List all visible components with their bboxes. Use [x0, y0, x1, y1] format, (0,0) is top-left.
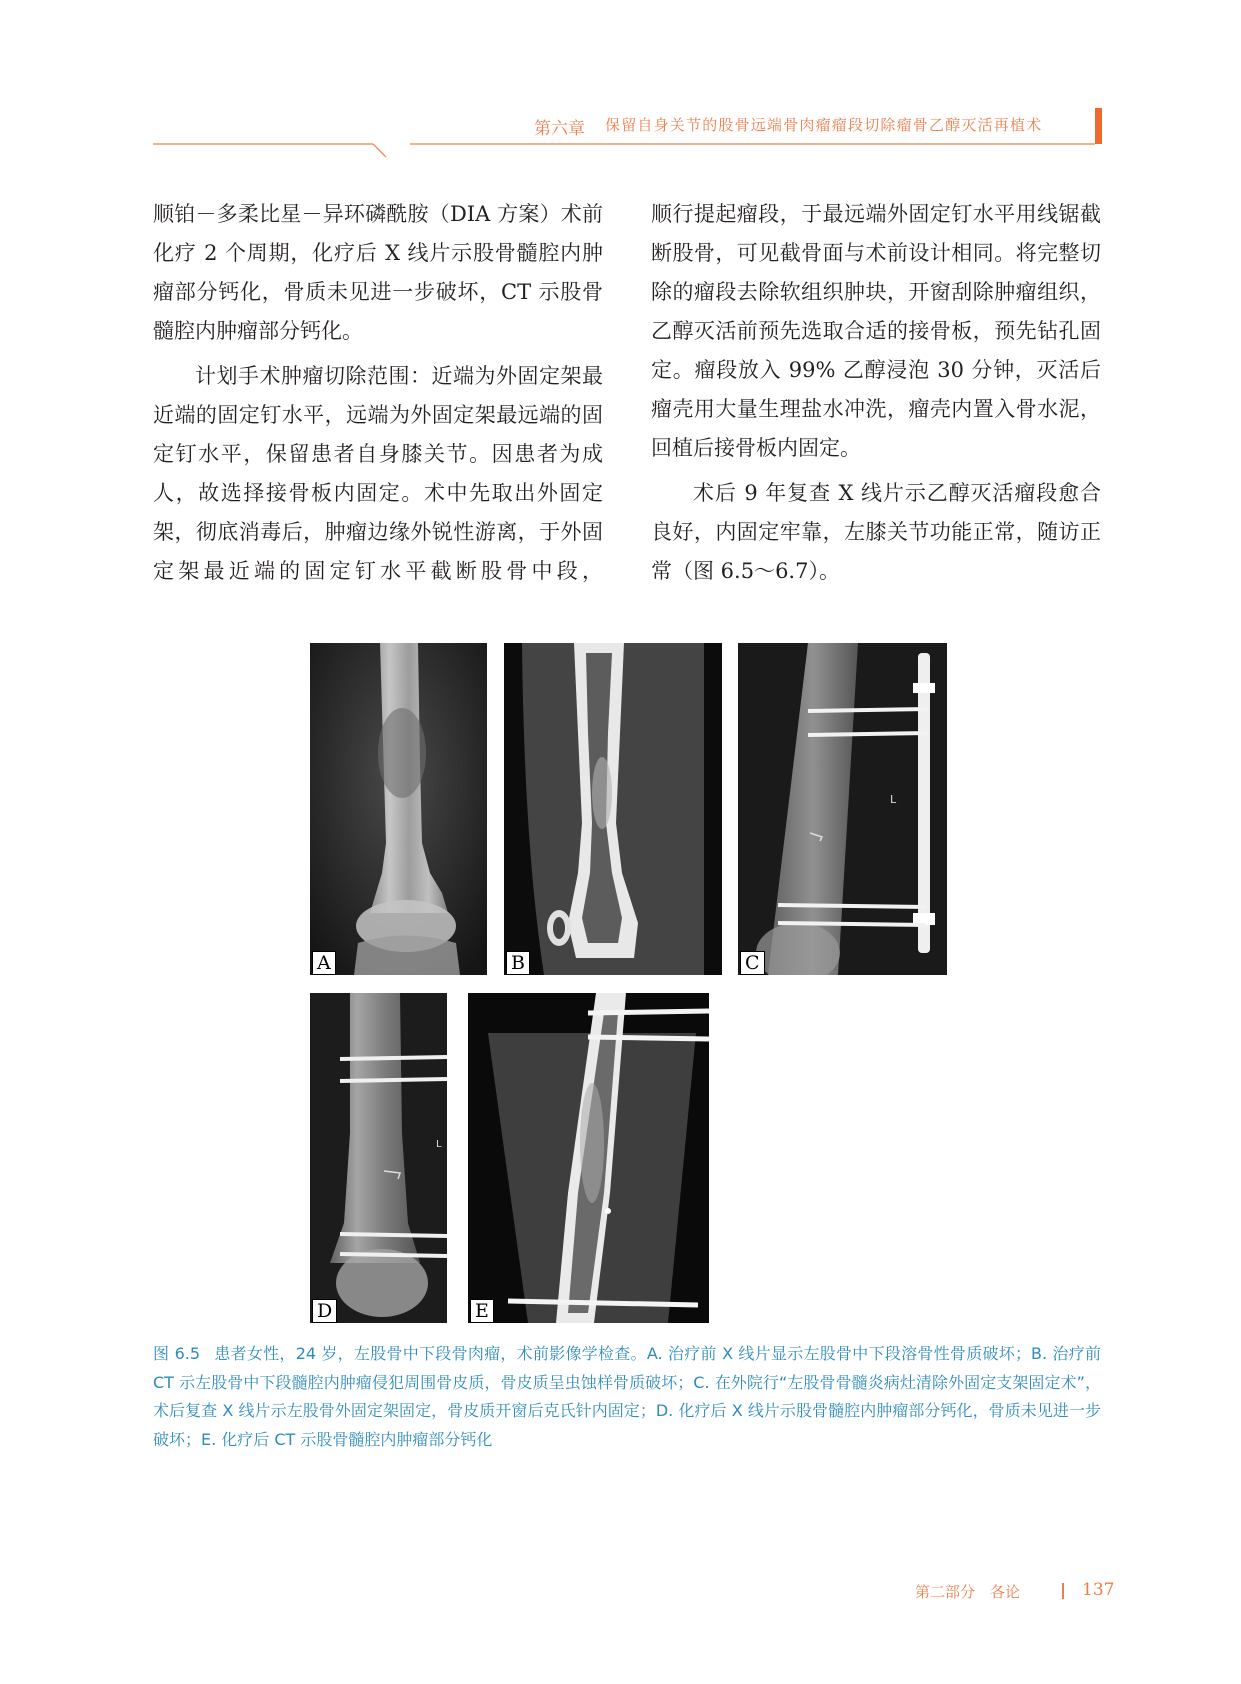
panel-label-e: E	[470, 1299, 494, 1323]
figure-panel-e	[468, 993, 709, 1323]
panel-label-a: A	[312, 951, 336, 975]
chapter-label: 第六章	[534, 119, 585, 139]
paragraph: 顺铂－多柔比星－异环磷酰胺（DIA 方案）术前化疗 2 个周期，化疗后 X 线片示股骨髓腔内肿瘤部分钙化，骨质未见进一步破坏，CT 示股骨髓腔内肿瘤部分钙化。	[153, 202, 603, 343]
ct-image-e	[468, 993, 709, 1323]
figure-panel-a	[310, 643, 487, 975]
chapter-title: 保留自身关节的股骨远端骨肉瘤瘤段切除瘤骨乙醇灭活再植术	[605, 116, 1043, 134]
panel-label-b: B	[506, 951, 530, 975]
figure-panel-c	[738, 643, 947, 975]
page-number: 137	[1082, 1580, 1115, 1600]
figure-caption	[153, 1340, 1101, 1454]
caption-figure-number: 图 6.5	[153, 1344, 201, 1363]
panel-label-c: C	[740, 951, 765, 975]
body-column-left	[153, 195, 603, 597]
paragraph: 术后 9 年复查 X 线片示乙醇灭活瘤段愈合良好，内固定牢靠，左膝关节功能正常，随访正常（图 6.5～6.7）。	[651, 481, 1101, 583]
body-column-right	[651, 195, 1101, 597]
xray-image-d	[310, 993, 447, 1323]
header-accent-bar	[1095, 108, 1102, 144]
footer-separator	[1062, 1583, 1064, 1599]
figure-panel-b	[504, 643, 722, 975]
paragraph: 顺行提起瘤段，于最远端外固定钉水平用线锯截断股骨，可见截骨面与术前设计相同。将完整切除的瘤段去除软组织肿块，开窗刮除肿瘤组织，乙醇灭活前预先选取合适的接骨板，预先钻孔固定。瘤段放入 99% 乙醇浸泡 30 分钟，灭活后瘤壳用大量生理盐水冲洗，瘤壳内置入骨水泥，回植后接骨板内固定。	[651, 202, 1101, 460]
paragraph: 计划手术肿瘤切除范围：近端为外固定架最近端的固定钉水平，远端为外固定架最远端的固定钉水平，保留患者自身膝关节。因患者为成人，故选择接骨板内固定。术中先取出外固定架，彻底消毒后，肿瘤边缘外锐性游离，于外固定架最近端的固定钉水平截断股骨中段，	[153, 364, 603, 583]
marker-l: L	[890, 793, 897, 806]
header-rule	[0, 0, 1241, 170]
marker-l: L	[436, 1139, 442, 1150]
ct-image-b	[504, 643, 722, 975]
xray-image-a	[310, 643, 487, 975]
footer-section: 第二部分 各论	[915, 1583, 1021, 1601]
caption-text: 患者女性，24 岁，左股骨中下段骨肉瘤，术前影像学检查。A. 治疗前 X 线片显示左股骨中下段溶骨性骨质破坏；B. 治疗前 CT 示左股骨中下段髓腔内肿瘤侵犯周围骨皮质，骨皮质呈虫蚀样骨质破坏；C. 在外院行“左股骨骨髓炎病灶清除外固定支架固定术”，术后复查 X 线片示左股骨外固定架固定，骨皮质开窗后克氏针内固定；D. 化疗后 X 线片示股骨髓腔内肿瘤部分钙化，骨质未见进一步破坏；E. 化疗后 CT 示股骨髓腔内肿瘤部分钙化	[153, 1344, 1101, 1449]
figure-panel-d	[310, 993, 447, 1323]
panel-label-d: D	[312, 1299, 337, 1323]
xray-image-c	[738, 643, 947, 975]
